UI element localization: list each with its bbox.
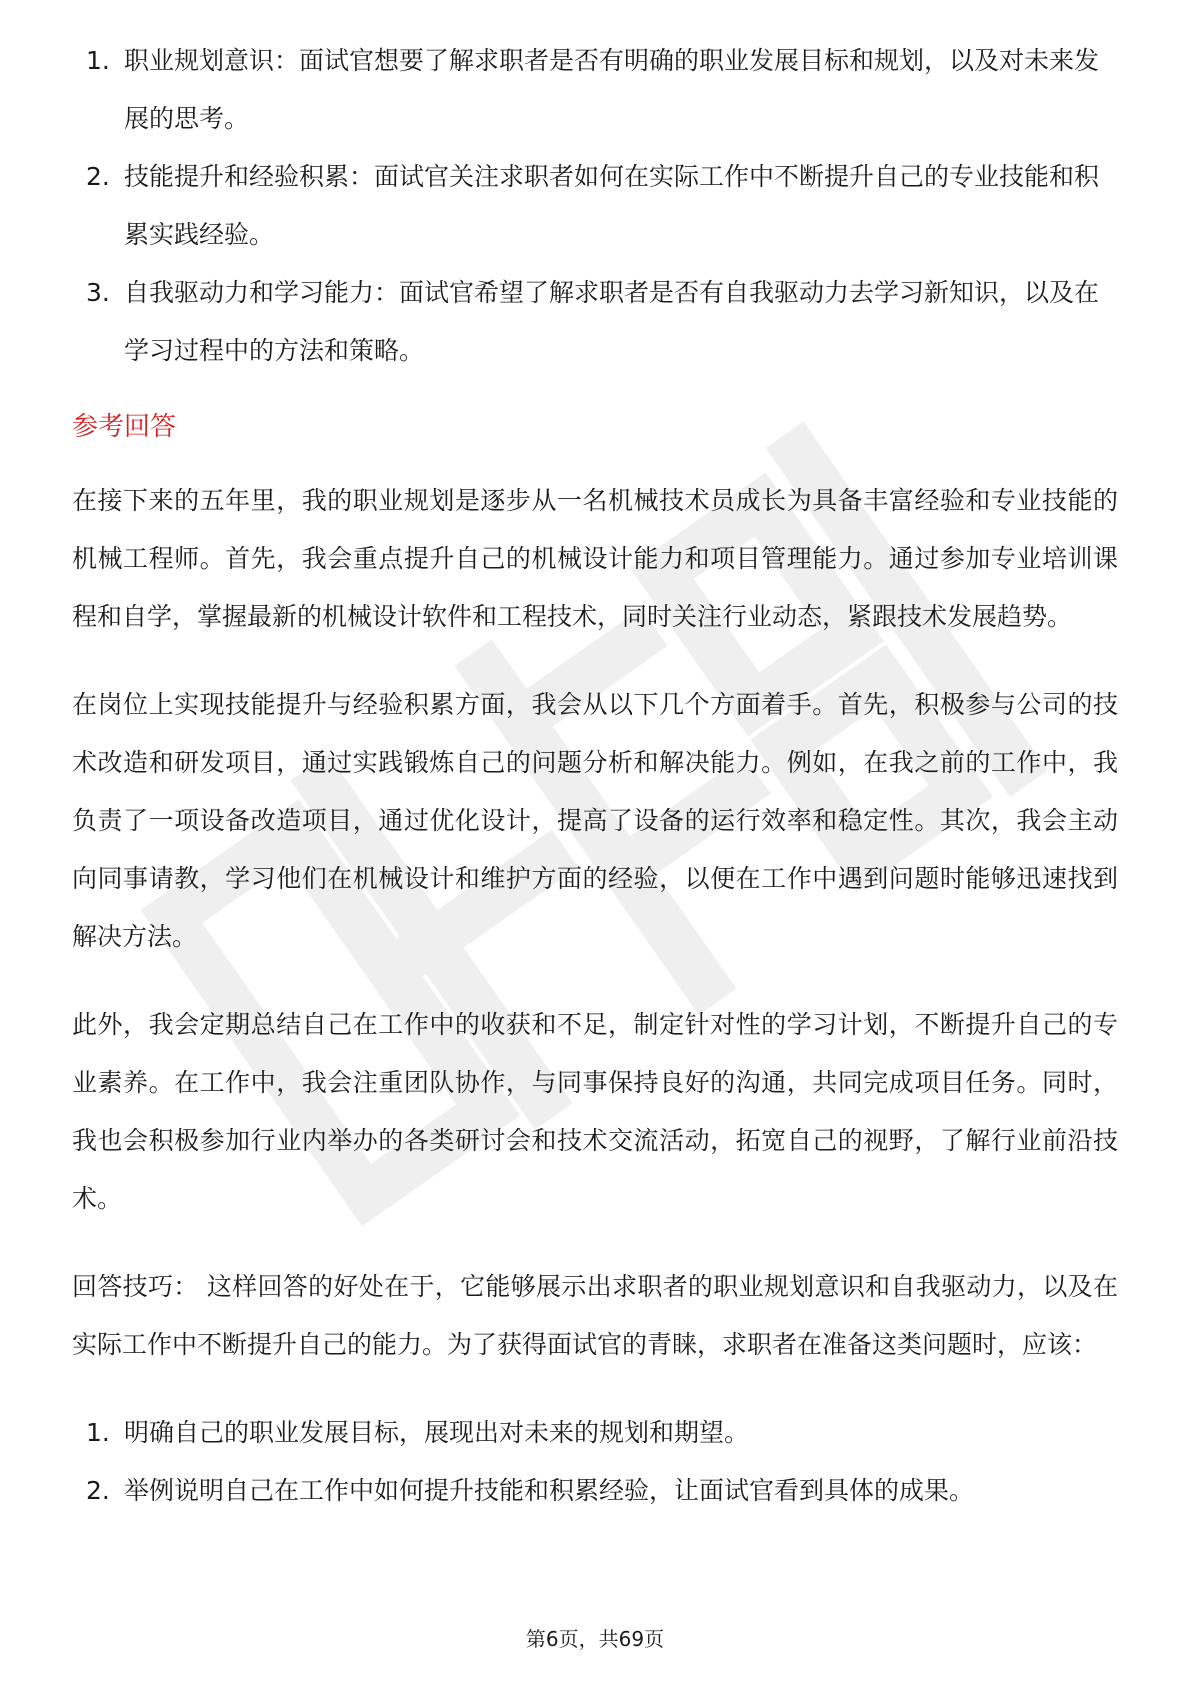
tips-paragraph: 回答技巧： 这样回答的好处在于，它能够展示出求职者的职业规划意识和自我驱动力，以及在实际工作中不断提升自己的能力。为了获得面试官的青睐，求职者在准备这类问题时，应该： [72, 1272, 1118, 1359]
list-item [72, 1404, 1118, 1462]
list-item [72, 264, 1118, 380]
list-item [72, 32, 1118, 148]
list-item-text: 职业规划意识：面试官想要了解求职者是否有明确的职业发展目标和规划，以及对未来发展的思考。 [124, 46, 1100, 133]
page-content [72, 32, 1118, 1520]
list-item-number: 1. [86, 46, 110, 75]
list-item-text: 技能提升和经验积累：面试官关注求职者如何在实际工作中不断提升自己的专业技能和积累实践经验。 [124, 162, 1100, 249]
list-item [72, 1462, 1118, 1520]
list-item-number: 1. [86, 1418, 110, 1447]
focus-points-list [72, 32, 1118, 380]
list-item-number: 3. [86, 278, 110, 307]
answer-paragraph: 此外，我会定期总结自己在工作中的收获和不足，制定针对性的学习计划，不断提升自己的专业素养。在工作中，我会注重团队协作，与同事保持良好的沟通，共同完成项目任务。同时，我也会积极参加行业内举办的各类研讨会和技术交流活动，拓宽自己的视野，了解行业前沿技术。 [72, 1010, 1118, 1213]
page-number-footer: 第6页，共69页 [525, 1627, 665, 1651]
section-title: 参考回答 [72, 412, 177, 442]
answer-paragraph: 在岗位上实现技能提升与经验积累方面，我会从以下几个方面着手。首先，积极参与公司的技术改造和研发项目，通过实践锻炼自己的问题分析和解决能力。例如，在我之前的工作中，我负责了一项设备改造项目，通过优化设计，提高了设备的运行效率和稳定性。其次，我会主动向同事请教，学习他们在机械设计和维护方面的经验，以便在工作中遇到问题时能够迅速找到解决方法。 [72, 690, 1118, 951]
list-item-text: 自我驱动力和学习能力：面试官希望了解求职者是否有自我驱动力去学习新知识，以及在学习过程中的方法和策略。 [124, 278, 1100, 365]
answer-paragraph: 在接下来的五年里，我的职业规划是逐步从一名机械技术员成长为具备丰富经验和专业技能的机械工程师。首先，我会重点提升自己的机械设计能力和项目管理能力。通过参加专业培训课程和自学，掌握最新的机械设计软件和工程技术，同时关注行业动态，紧跟技术发展趋势。 [72, 486, 1118, 631]
list-item-number: 2. [86, 162, 110, 191]
list-item [72, 148, 1118, 264]
list-item-text: 举例说明自己在工作中如何提升技能和积累经验，让面试官看到具体的成果。 [124, 1476, 975, 1505]
tips-list [72, 1404, 1118, 1520]
list-item-number: 2. [86, 1476, 110, 1505]
list-item-text: 明确自己的职业发展目标，展现出对未来的规划和期望。 [124, 1418, 750, 1447]
